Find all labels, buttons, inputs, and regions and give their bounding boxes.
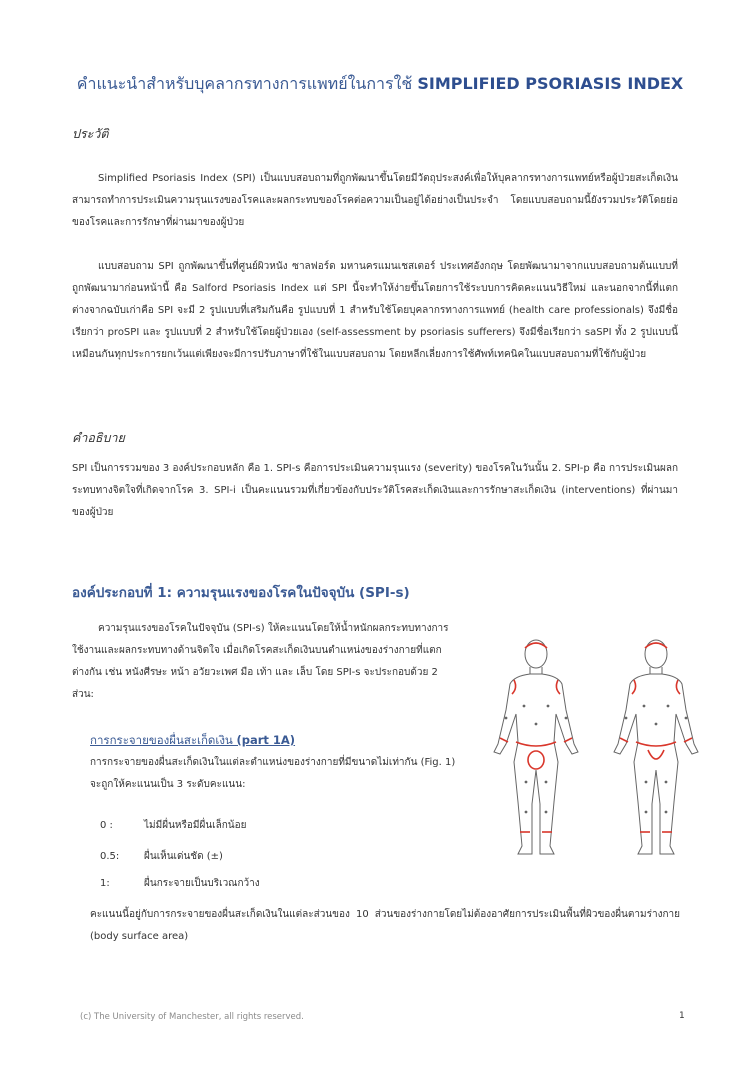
description-heading: คำอธิบาย	[72, 430, 125, 445]
part1a-text: การกระจายของผื่นสะเก็ดเงินในแต่ละตำแหน่งของร่างกายที่มีขนาดไม่เท่ากัน (Fig. 1) จะถูกให้คะแนนเป็น 3 ระดับคะแนน:	[90, 757, 456, 790]
page-number: 1	[679, 1011, 685, 1021]
part1a-heading: การกระจายของผื่นสะเก็ดเงิน (part 1A)	[90, 733, 296, 747]
copyright-footer: (c) The University of Manchester, all rights reserved.	[80, 1012, 304, 1022]
title-thai: คำแนะนำสำหรับบุคลากรทางการแพทย์ในการใช้	[76, 74, 418, 93]
back-waist-line	[636, 742, 676, 746]
description-paragraph: SPI เป็นการรวมของ 3 องค์ประกอบหลัก คือ 1. SPI-s คือการประเมินความรุนแรง (severity) ของโรคในวันนั้น 2. SPI-p คือ การประเมินผลกระทบทางจิตใจที่เกิดจากโรค 3. SPI-i เป็นคะแนนรวมที่เกี่ยวข้องกับประวัติโรคสะเก็ดเงินและการรักษาสะเก็ดเงิน (interventions) ที่ผ่านมาของผู้ป่วย	[72, 463, 678, 518]
front-waist-line	[516, 742, 556, 746]
score-item: 0.5: ผื่นเห็นเด่นชัด (±)	[100, 851, 223, 862]
back-buttock-zone	[648, 750, 664, 759]
back-shoulder-right	[676, 680, 680, 694]
back-wrist-left	[620, 738, 628, 742]
history-paragraph-2: แบบสอบถาม SPI ถูกพัฒนาขึ้นที่ศูนย์ผิวหนัง ซาลฟอร์ด มหานครแมนเชสเตอร์ ประเทศอังกฤษ โดยพัฒนามาจากแบบสอบถามต้นแบบที่ถูกพัฒนามาก่อนหน้านี้ คือ Salford Psoriasis Index แต่ SPI นี้จะทำให้ง่ายขึ้นโดยการใช้ระบบการคิดคะแนนวิธีใหม่ และนอกจากนี้ที่แตกต่างจากฉบับเก่าคือ SPI จะมี 2 รูปแบบที่เสริมกันคือ รูปแบบที่ 1 สำหรับใช้โดยบุคลากรทางการแพทย์ (health care professionals) จึงมีชื่อเรียกว่า proSPI และ รูปแบบที่ 2 สำหรับใช้โดยผู้ป่วยเอง (self-assessment by psoriasis sufferers) จึงมีชื่อเรียกว่า saSPI ทั้ง 2 รูปแบบนี้เหมือนกันทุกประการยกเว้นแต่เพียงจะมีการปรับภาษาที่ใช้ในแบบสอบถาม โดยหลีกเลี่ยงการใช้ศัพท์เทคนิคในแบบสอบถามที่ใช้กับผู้ป่วย	[72, 261, 678, 360]
front-wrist-left	[500, 738, 508, 742]
history-paragraph-1: Simplified Psoriasis Index (SPI) เป็นแบบสอบถามที่ถูกพัฒนาขึ้นโดยมีวัตถุประสงค์เพื่อให้บุคลากรทางการแพทย์หรือผู้ป่วยสะเก็ดเงินสามารถทำการประเมินความรุนแรงของโรคและผลกระทบของโรคต่อความเป็นอยู่ได้อย่างเป็นประจำ โดยแบบสอบถามนี้ยังรวมประวัติโดยย่อของโรคและการรักษาที่ผ่านมาของผู้ป่วย	[72, 173, 678, 228]
body-map-figure	[478, 632, 728, 864]
component1-heading: องค์ประกอบที่ 1: ความรุนแรงของโรคในปัจจุบัน (SPI-s)	[72, 585, 410, 601]
front-head	[525, 640, 547, 668]
body-map-svg	[478, 632, 728, 864]
back-torso	[614, 674, 698, 854]
front-genital-zone	[528, 751, 544, 769]
back-shoulder-left	[632, 680, 636, 694]
component1-closing: คะแนนนี้อยู่กับการกระจายของผื่นสะเก็ดเงินในแต่ละส่วนของ 10 ส่วนของร่างกายโดยไม่ต้องอาศัยการประเมินพื้นที่ผิวของผื่นตามร่างกาย (body surface area)	[90, 909, 680, 942]
back-wrist-right	[684, 738, 692, 742]
body-back	[614, 640, 698, 854]
page-title	[60, 72, 700, 97]
front-shoulder-left	[512, 680, 516, 694]
history-heading: ประวัติ	[72, 126, 109, 141]
score-item: 1: ผื่นกระจายเป็นบริเวณกว้าง	[100, 878, 260, 889]
body-front	[494, 640, 578, 854]
component1-intro: ความรุนแรงของโรคในปัจจุบัน (SPI-s) ให้คะแนนโดยให้น้ำหนักผลกระทบทางการใช้งานและผลกระทบทางด้านจิตใจ เมื่อเกิดโรคสะเก็ดเงินบนตำแหน่งของร่างกายที่แตกต่างกัน เช่น หนังศีรษะ หน้า อวัยวะเพศ มือ เท้า และ เล็บ โดย SPI-s จะประกอบด้วย 2 ส่วน:	[72, 623, 449, 700]
score-item: 0 : ไม่มีผื่นหรือมีผื่นเล็กน้อย	[100, 820, 247, 831]
back-zones	[620, 643, 692, 832]
front-wrist-right	[564, 738, 572, 742]
front-zones	[500, 643, 572, 832]
back-head	[645, 640, 667, 668]
title-english: SIMPLIFIED PSORIASIS INDEX	[417, 74, 684, 93]
front-torso	[494, 674, 578, 854]
front-shoulder-right	[556, 680, 560, 694]
